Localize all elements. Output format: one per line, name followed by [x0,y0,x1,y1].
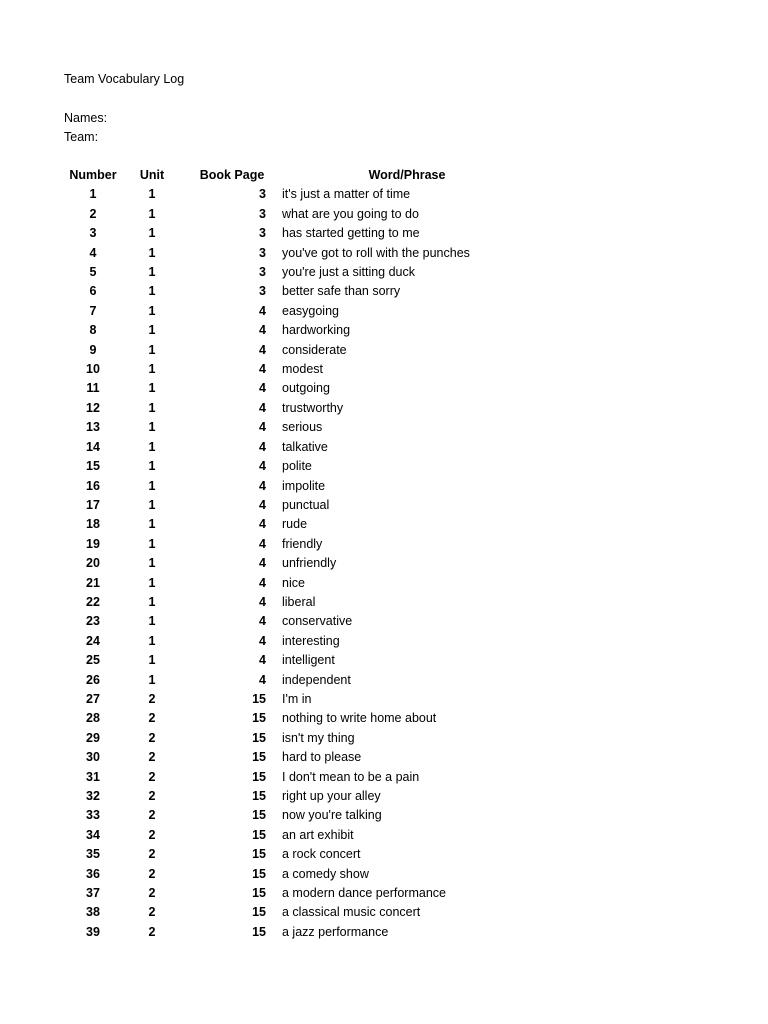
cell-unit: 1 [148,420,156,435]
cell-number: 24 [86,633,100,648]
cell-number: 9 [89,342,97,357]
cell-word-phrase: a modern dance performance [282,886,446,901]
cell-word-phrase: better safe than sorry [282,284,401,299]
cell-number: 16 [86,478,100,493]
cell-word-phrase: I'm in [282,691,312,706]
cell-word-phrase: isn't my thing [282,730,355,745]
cell-word-phrase: unfriendly [282,556,337,571]
cell-book-page: 4 [259,323,266,338]
cell-word-phrase: polite [282,459,312,474]
cell-unit: 1 [148,265,156,280]
cell-number: 1 [89,187,97,202]
cell-number: 34 [86,827,100,842]
cell-word-phrase: independent [282,672,351,687]
header-number: Number [69,168,117,182]
cell-number: 23 [86,614,100,629]
cell-unit: 1 [148,245,156,260]
table-row [64,205,532,224]
cell-number: 31 [86,769,100,784]
cell-unit: 1 [148,323,156,338]
cell-book-page: 4 [259,536,266,551]
cell-book-page: 3 [259,226,266,241]
table-body [64,185,532,942]
cell-unit: 1 [148,381,156,396]
table-row [64,729,532,748]
cell-unit: 1 [148,284,156,299]
cell-book-page: 15 [252,750,266,765]
cell-number: 30 [86,750,100,765]
cell-word-phrase: hardworking [282,323,351,338]
table-row [64,302,532,321]
cell-unit: 2 [148,905,156,920]
cell-word-phrase: you're just a sitting duck [282,265,416,280]
table-row [64,321,532,340]
cell-unit: 2 [148,808,156,823]
cell-book-page: 15 [252,691,266,706]
cell-number: 29 [86,730,100,745]
cell-book-page: 15 [252,711,266,726]
cell-word-phrase: friendly [282,536,323,551]
table-row [64,865,532,884]
cell-book-page: 15 [252,769,266,784]
cell-book-page: 4 [259,497,266,512]
table-row [64,341,532,360]
cell-number: 8 [89,323,97,338]
cell-book-page: 3 [259,284,266,299]
cell-unit: 1 [148,556,156,571]
table-row [64,515,532,534]
cell-book-page: 4 [259,653,266,668]
cell-number: 35 [86,847,100,862]
cell-word-phrase: nice [282,575,305,590]
cell-book-page: 3 [259,206,266,221]
cell-number: 7 [89,303,97,318]
cell-unit: 1 [148,536,156,551]
table-row [64,496,532,515]
cell-number: 14 [86,439,100,454]
cell-unit: 1 [148,206,156,221]
cell-unit: 1 [148,478,156,493]
cell-number: 3 [89,226,97,241]
header-unit: Unit [139,168,165,182]
cell-number: 25 [86,653,100,668]
cell-word-phrase: nothing to write home about [282,711,437,726]
cell-book-page: 4 [259,439,266,454]
table-row [64,787,532,806]
cell-word-phrase: what are you going to do [282,206,419,221]
cell-book-page: 4 [259,594,266,609]
cell-book-page: 4 [259,575,266,590]
cell-unit: 2 [148,691,156,706]
vocabulary-table [64,166,532,942]
table-row [64,768,532,787]
table-row [64,457,532,476]
table-row [64,923,532,942]
cell-book-page: 15 [252,827,266,842]
cell-unit: 2 [148,886,156,901]
cell-word-phrase: a jazz performance [282,924,389,939]
cell-unit: 2 [148,730,156,745]
cell-number: 4 [89,245,97,260]
table-row [64,612,532,631]
cell-book-page: 4 [259,381,266,396]
cell-unit: 1 [148,633,156,648]
cell-word-phrase: liberal [282,594,316,609]
cell-unit: 1 [148,614,156,629]
cell-number: 27 [86,691,100,706]
cell-number: 18 [86,517,100,532]
cell-number: 37 [86,886,100,901]
cell-word-phrase: rude [282,517,308,532]
header-book-page: Book Page [199,168,265,182]
cell-unit: 2 [148,750,156,765]
cell-word-phrase: a comedy show [282,866,369,881]
cell-unit: 1 [148,439,156,454]
cell-number: 22 [86,594,100,609]
cell-number: 28 [86,711,100,726]
cell-word-phrase: I don't mean to be a pain [282,769,420,784]
cell-number: 32 [86,789,100,803]
cell-book-page: 15 [252,924,266,939]
table-row [64,438,532,457]
cell-number: 36 [86,866,100,881]
table-row [64,806,532,825]
cell-number: 15 [86,459,100,474]
cell-number: 2 [89,206,97,221]
table-row [64,360,532,379]
cell-word-phrase: hard to please [282,750,362,765]
cell-unit: 1 [148,497,156,512]
table-row [64,554,532,573]
cell-book-page: 4 [259,614,266,629]
table-row [64,593,532,612]
table-row [64,826,532,845]
cell-word-phrase: right up your alley [282,789,381,803]
cell-word-phrase: impolite [282,478,326,493]
cell-unit: 1 [148,303,156,318]
cell-unit: 1 [148,342,156,357]
cell-unit: 2 [148,711,156,726]
cell-word-phrase: you've got to roll with the punches [282,245,470,260]
cell-word-phrase: talkative [282,439,328,454]
cell-book-page: 15 [252,905,266,920]
cell-book-page: 4 [259,517,266,532]
cell-book-page: 15 [252,847,266,862]
table-row [64,185,532,204]
cell-book-page: 4 [259,400,266,415]
cell-word-phrase: a rock concert [282,847,361,862]
table-row [64,651,532,670]
cell-number: 19 [86,536,100,551]
cell-unit: 1 [148,187,156,202]
cell-unit: 1 [148,517,156,532]
names-label: Names: [64,111,108,125]
cell-book-page: 15 [252,730,266,745]
cell-book-page: 4 [259,303,266,318]
cell-unit: 1 [148,594,156,609]
table-row [64,418,532,437]
cell-number: 21 [86,575,100,590]
table-row [64,845,532,864]
cell-book-page: 4 [259,420,266,435]
cell-book-page: 15 [252,866,266,881]
table-header-row [64,166,532,185]
table-row [64,282,532,301]
cell-word-phrase: considerate [282,342,347,357]
cell-word-phrase: serious [282,420,323,435]
cell-book-page: 4 [259,478,266,493]
cell-word-phrase: an art exhibit [282,827,354,842]
cell-unit: 2 [148,866,156,881]
cell-number: 6 [89,284,97,299]
cell-unit: 1 [148,226,156,241]
cell-unit: 2 [148,847,156,862]
cell-word-phrase: intelligent [282,653,335,668]
cell-book-page: 4 [259,633,266,648]
table-row [64,399,532,418]
cell-number: 13 [86,420,100,435]
table-row [64,477,532,496]
cell-unit: 1 [148,575,156,590]
team-label: Team: [64,130,99,144]
cell-word-phrase: outgoing [282,381,330,396]
table-row [64,690,532,709]
cell-unit: 2 [148,924,156,939]
document-title: Team Vocabulary Log [64,72,185,86]
cell-word-phrase: easygoing [282,303,339,318]
cell-book-page: 3 [259,187,266,202]
cell-number: 12 [86,400,100,415]
table-row [64,671,532,690]
cell-book-page: 15 [252,808,266,823]
cell-book-page: 15 [252,886,266,901]
cell-word-phrase: modest [282,362,323,377]
table-row [64,884,532,903]
cell-word-phrase: interesting [282,633,340,648]
table-row [64,379,532,398]
cell-unit: 2 [148,769,156,784]
cell-book-page: 4 [259,672,266,687]
cell-number: 17 [86,497,100,512]
table-row [64,574,532,593]
cell-word-phrase: trustworthy [282,400,344,415]
table-row [64,903,532,922]
table-row [64,535,532,554]
table-row [64,244,532,263]
cell-book-page: 4 [259,342,266,357]
cell-book-page: 3 [259,265,266,280]
cell-number: 5 [89,265,97,280]
cell-number: 20 [86,556,100,571]
cell-book-page: 4 [259,556,266,571]
cell-word-phrase: has started getting to me [282,226,420,241]
header-word-phrase: Word/Phrase [368,168,446,182]
cell-number: 39 [86,924,100,939]
table-row [64,748,532,767]
cell-word-phrase: it's just a matter of time [282,187,411,202]
cell-unit: 2 [148,789,156,803]
cell-unit: 1 [148,672,156,687]
cell-word-phrase: now you're talking [282,808,382,823]
cell-number: 33 [86,808,100,823]
table-row [64,632,532,651]
table-row [64,263,532,282]
cell-unit: 1 [148,362,156,377]
cell-unit: 1 [148,459,156,474]
table-row [64,224,532,243]
cell-word-phrase: conservative [282,614,353,629]
cell-book-page: 4 [259,362,266,377]
table-row [64,709,532,728]
cell-book-page: 4 [259,459,266,474]
cell-number: 38 [86,905,100,920]
cell-unit: 2 [148,827,156,842]
cell-book-page: 3 [259,245,266,260]
cell-book-page: 15 [252,789,266,803]
cell-number: 26 [86,672,100,687]
cell-word-phrase: a classical music concert [282,905,421,920]
cell-unit: 1 [148,653,156,668]
cell-word-phrase: punctual [282,497,330,512]
cell-number: 10 [86,362,100,377]
cell-number: 11 [86,381,100,396]
cell-unit: 1 [148,400,156,415]
